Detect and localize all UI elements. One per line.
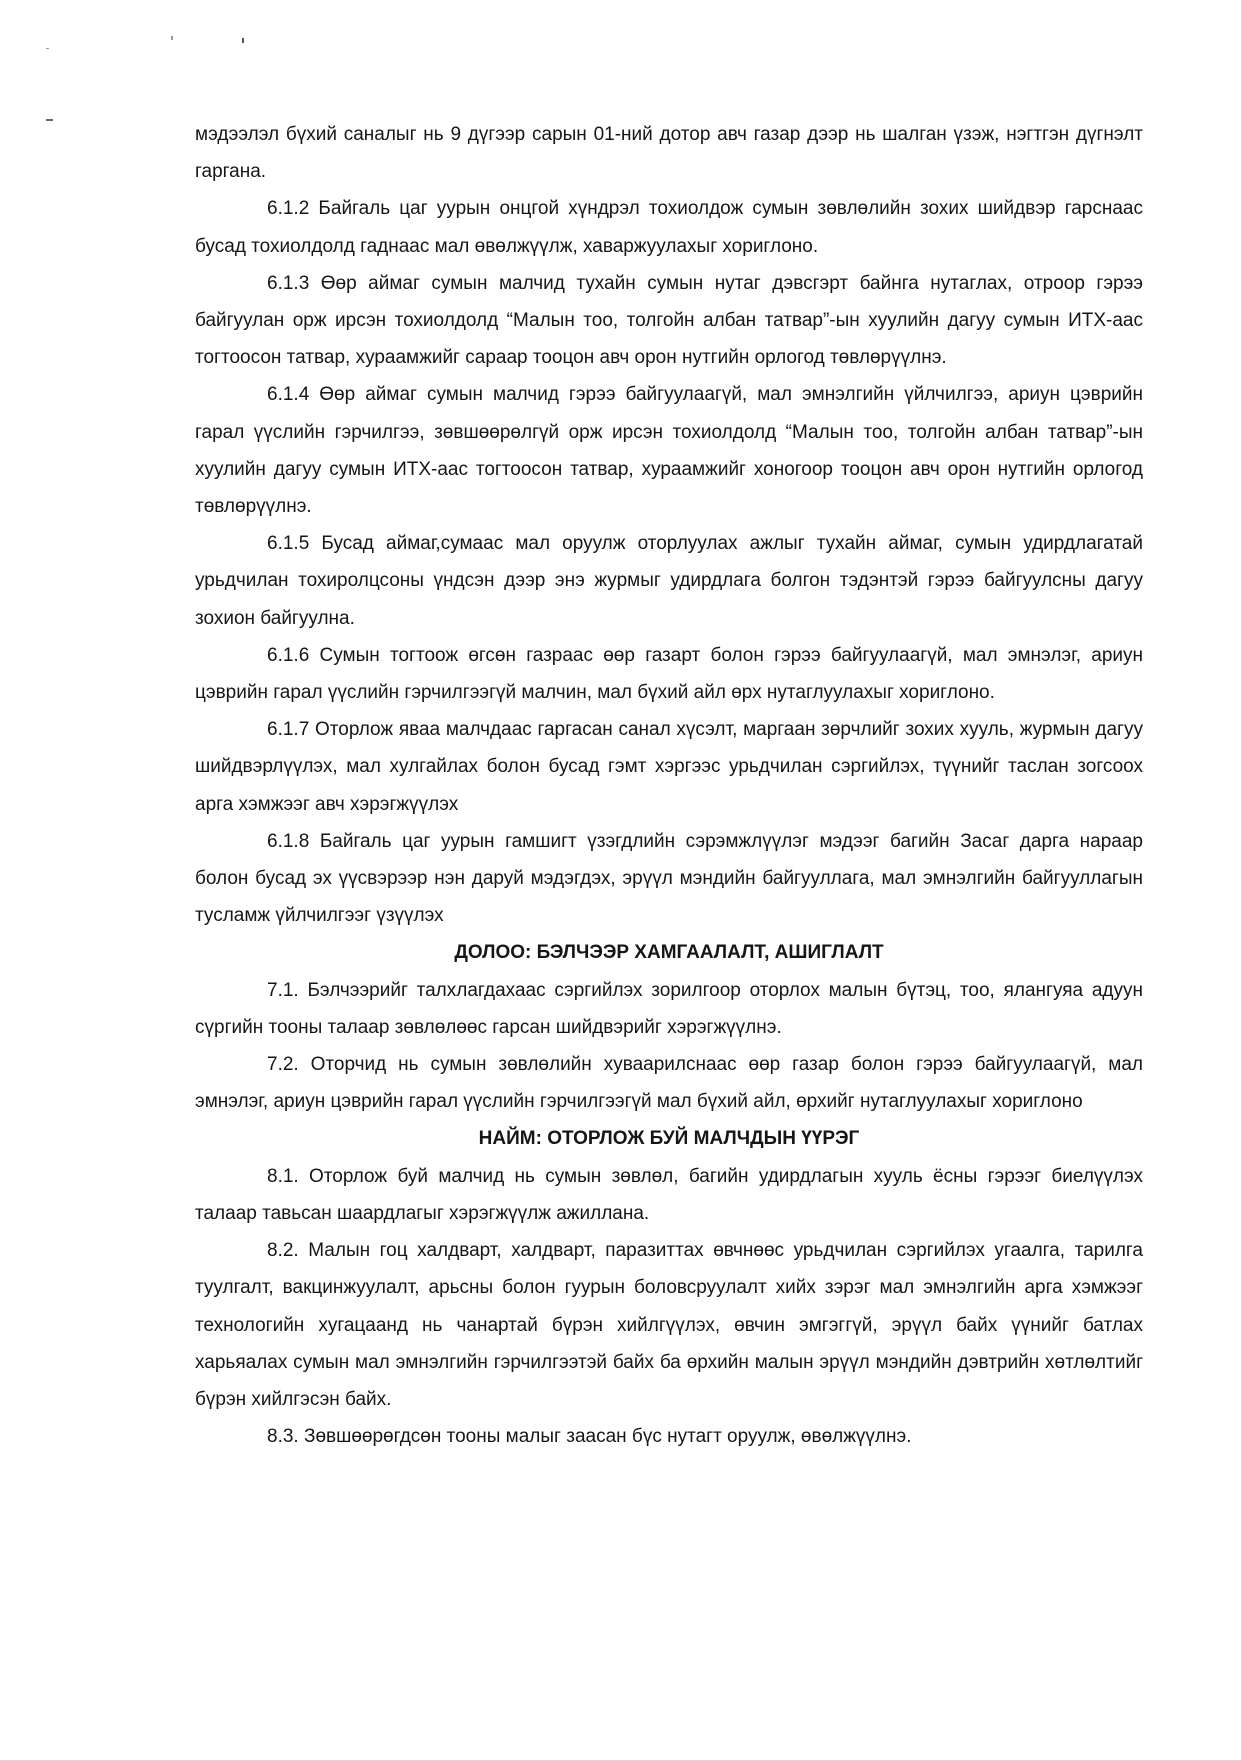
scan-mark xyxy=(46,48,49,49)
scan-mark xyxy=(242,38,244,43)
scan-mark xyxy=(46,119,53,121)
paragraph-6-1-3: 6.1.3 Өөр аймаг сумын малчид тухайн сумын нутаг дэвсгэрт байнга нутаглах, отроор гэрээ байгуулан орж ирсэн тохиолдолд “Малын тоо, толгойн албан татвар”-ын хуулийн дагуу сумын ИТХ-аас тогтоосон татвар, хураамжийг сараар тооцон авч орон нутгийн орлогод төвлөрүүлнэ. xyxy=(195,272,1143,369)
paragraph-6-1-2: 6.1.2 Байгаль цаг уурын онцгой хүндрэл тохиолдож сумын зөвлөлийн зохих шийдвэр гарснаас бусад тохиолдолд гаднаас мал өвөлжүүлж, хаваржуулахыг хориглоно. xyxy=(195,198,1143,257)
paragraph-7-1: 7.1. Бэлчээрийг талхлагдахаас сэргийлэх зорилгоор оторлох малын бүтэц, тоо, ялангуяа адуун сүргийн тооны талаар зөвлөлөөс гарсан шийдвэрийг хэрэгжүүлнэ. xyxy=(195,979,1143,1038)
paragraph-6-1-6: 6.1.6 Сумын тогтоож өгсөн газраас өөр газарт болон гэрээ байгуулаагүй, мал эмнэлэг, ариун цэврийн гарал үүслийн гэрчилгээгүй малчин, мал бүхий айл өрх нутаглуулахыг хориглоно. xyxy=(195,644,1143,704)
paragraph-8-2: 8.2. Малын гоц халдварт, халдварт, паразиттах өвчнөөс урьдчилан сэргийлэх угаалга, тарилга туулгалт, вакцинжуулалт, арьсны болон гуурын боловсруулалт хийх зэрэг мал эмнэлгийн арга хэмжээг технологийн хугацаанд нь чанартай бүрэн хийлгүүлэх, өвчин эмгэггүй, эрүүл байх үүнийг батлах харьяалах сумын мал эмнэлгийн гэрчилгээтэй байх ба өрхийн малын эрүүл мэндийн дэвтрийн хөтлөлтийг бүрэн хийлгэсэн байх. xyxy=(195,1240,1143,1410)
paragraph-6-1-4: 6.1.4 Өөр аймаг сумын малчид гэрээ байгуулаагүй, мал эмнэлгийн үйлчилгээ, ариун цэврийн гарал үүслийн гэрчилгээ, зөвшөөрөлгүй орж ирсэн тохиолдолд “Малын тоо, толгойн албан татвар”-ын хуулийн дагуу сумын ИТХ-аас тогтоосон татвар, хураамжийг хоногоор тооцон авч орон нутгийн орлогод төвлөрүүлнэ. xyxy=(195,384,1143,518)
scan-mark xyxy=(171,36,173,40)
paragraph-6-1-8: 6.1.8 Байгаль цаг уурын гамшигт үзэгдлийн сэрэмжлүүлэг мэдээг багийн Засаг дарга нараар болон бусад эх үүсвэрээр нэн даруй мэдэгдэх, эрүүл мэндийн байгууллага, мал эмнэлгийн байгууллагын тусламж үйлчилгээг үзүүлэх xyxy=(195,830,1143,927)
section-8-heading: НАЙМ: ОТОРЛОЖ БУЙ МАЛЧДЫН ҮҮРЭГ xyxy=(478,1128,860,1150)
document-body xyxy=(195,116,1143,1455)
section-7-heading: ДОЛОО: БЭЛЧЭЭР ХАМГААЛАЛТ, АШИГЛАЛТ xyxy=(454,942,884,964)
paragraph-8-3: 8.3. Зөвшөөрөгдсөн тооны малыг заасан бүс нутагт оруулж, өвөлжүүлнэ. xyxy=(267,1426,912,1448)
paragraph: мэдээлэл бүхий саналыг нь 9 дүгээр сарын 01-ний дотор авч газар дээр нь шалган үзэж, нэгтгэн дүгнэлт гаргана. xyxy=(195,124,1143,183)
paragraph-6-1-7: 6.1.7 Оторлож яваа малчдаас гаргасан санал хүсэлт, маргаан зөрчлийг зохих хууль, журмын дагуу шийдвэрлүүлэх, мал хулгайлах болон бусад гэмт хэргээс урьдчилан сэргийлэх, түүнийг таслан зогсоох арга хэмжээг авч хэрэгжүүлэх xyxy=(195,719,1143,815)
paragraph-8-1: 8.1. Оторлож буй малчид нь сумын зөвлөл, багийн удирдлагын хууль ёсны гэрээг биелүүлэх талаар тавьсан шаардлагыг хэрэгжүүлж ажиллана. xyxy=(195,1165,1143,1224)
paragraph-7-2: 7.2. Оторчид нь сумын зөвлөлийн хуваарилснаас өөр газар болон гэрээ байгуулаагүй, мал эмнэлэг, ариун цэврийн гарал үүслийн гэрчилгээгүй мал бүхий айл, өрхийг нутаглуулахыг хориглоно xyxy=(195,1054,1143,1113)
paragraph-6-1-5: 6.1.5 Бусад аймаг,сумаас мал оруулж оторлуулах ажлыг тухайн аймаг, сумын удирдлагатай урьдчилан тохиролцсоны үндсэн дээр энэ журмыг удирдлага болгон тэдэнтэй гэрээ байгуулсны дагуу зохион байгуулна. xyxy=(195,533,1143,629)
